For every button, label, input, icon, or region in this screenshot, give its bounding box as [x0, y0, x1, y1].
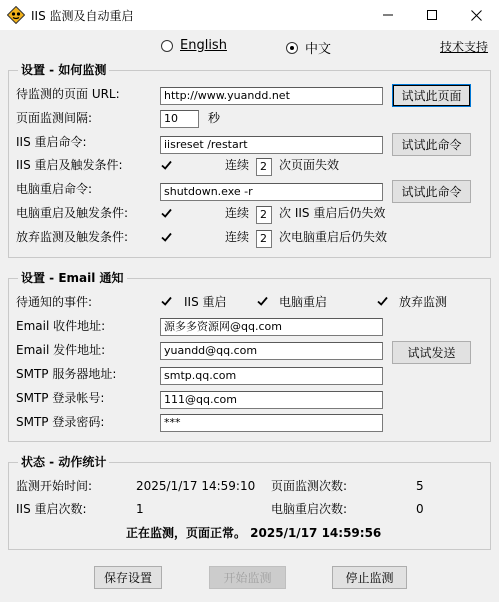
sender-input[interactable]: yuandd@qq.com: [160, 342, 383, 360]
sender-label: Email 发件地址:: [16, 343, 106, 357]
quit-cond-suffix: 次电脑重启后仍失效: [279, 230, 388, 244]
event-iis-checkbox[interactable]: [160, 295, 173, 308]
iis-cond-checkbox[interactable]: [160, 159, 173, 172]
checkmark-icon: [257, 296, 268, 307]
event-iis-label: IIS 重启: [184, 295, 227, 309]
checkmark-icon: [161, 160, 172, 171]
stop-monitoring-button[interactable]: 停止监测: [332, 566, 407, 589]
iis-cond-label: IIS 重启及触发条件:: [16, 158, 123, 172]
smtp-pass-label: SMTP 登录密码:: [16, 415, 105, 429]
close-button[interactable]: [454, 0, 498, 30]
quit-cond-label: 放弃监测及触发条件:: [16, 230, 129, 244]
iis-cmd-input[interactable]: iisreset /restart: [160, 136, 383, 154]
start-monitoring-button[interactable]: 开始监测: [209, 566, 286, 589]
smtp-server-label: SMTP 服务器地址:: [16, 367, 117, 381]
app-icon: [7, 6, 25, 24]
maximize-button[interactable]: [410, 0, 454, 30]
iis-cond-prefix: 连续: [225, 158, 250, 172]
minimize-icon: [383, 10, 393, 20]
smtp-server-input[interactable]: smtp.qq.com: [160, 367, 383, 385]
save-settings-button[interactable]: 保存设置: [94, 566, 162, 589]
iis-cond-count-input[interactable]: 2: [256, 158, 272, 176]
minimize-button[interactable]: [366, 0, 410, 30]
pc-cond-suffix: 次 IIS 重启后仍失效: [279, 206, 386, 220]
event-pc-checkbox[interactable]: [256, 295, 269, 308]
checkmark-icon: [161, 232, 172, 243]
checkmark-icon: [377, 296, 388, 307]
status-group-title: 状态 - 动作统计: [18, 454, 109, 470]
maximize-icon: [427, 10, 437, 20]
event-quit-label: 放弃监测: [399, 295, 448, 309]
pc-restarts-value: 0: [416, 502, 424, 516]
url-label: 待监测的页面 URL:: [16, 87, 120, 101]
iis-cond-suffix: 次页面失效: [279, 158, 340, 172]
event-pc-label: 电脑重启: [279, 295, 328, 309]
language-english-radio[interactable]: [161, 38, 227, 53]
iis-cmd-label: IIS 重启命令:: [16, 135, 87, 149]
quit-cond-prefix: 连续: [225, 230, 250, 244]
quit-cond-count-input[interactable]: 2: [256, 230, 272, 248]
start-time-label: 监测开始时间:: [16, 479, 93, 493]
test-iis-cmd-button[interactable]: 试试此命令: [392, 133, 471, 156]
start-time-value: 2025/1/17 14:59:10: [136, 479, 256, 493]
checkmark-icon: [161, 296, 172, 307]
recipient-input[interactable]: 源多多资源网@qq.com: [160, 318, 383, 336]
page-checks-value: 5: [416, 479, 424, 493]
language-chinese-radio[interactable]: [286, 38, 331, 57]
test-page-button[interactable]: 试试此页面: [392, 84, 471, 107]
pc-cond-prefix: 连续: [225, 206, 250, 220]
quit-cond-checkbox[interactable]: [160, 231, 173, 244]
page-checks-label: 页面监测次数:: [271, 479, 348, 493]
pc-cond-label: 电脑重启及触发条件:: [16, 206, 129, 220]
events-label: 待通知的事件:: [16, 295, 93, 309]
pc-restarts-label: 电脑重启次数:: [271, 502, 348, 516]
pc-cmd-input[interactable]: shutdown.exe -r: [160, 183, 383, 201]
url-input[interactable]: http://www.yuandd.net: [160, 87, 383, 105]
title-bar[interactable]: [0, 0, 499, 30]
close-icon: [471, 10, 482, 21]
interval-label: 页面监测间隔:: [16, 111, 93, 125]
iis-restarts-value: 1: [136, 502, 144, 516]
smtp-user-label: SMTP 登录帐号:: [16, 391, 105, 405]
checkmark-icon: [161, 208, 172, 219]
email-group-title: 设置 - Email 通知: [18, 270, 127, 286]
window-title: IIS 监测及自动重启: [31, 9, 134, 23]
radio-unselected-icon: [161, 40, 173, 52]
smtp-pass-input[interactable]: ***: [160, 414, 383, 432]
iis-restarts-label: IIS 重启次数:: [16, 502, 87, 516]
test-send-button[interactable]: 试试发送: [392, 341, 471, 364]
event-quit-checkbox[interactable]: [376, 295, 389, 308]
support-link[interactable]: 技术支持: [440, 40, 489, 54]
radio-selected-icon: [286, 42, 298, 54]
interval-input[interactable]: 10: [160, 110, 199, 128]
interval-unit: 秒: [208, 111, 221, 125]
recipient-label: Email 收件地址:: [16, 319, 106, 333]
status-message: 正在监测，页面正常。 2025/1/17 14:59:56: [126, 526, 382, 540]
pc-cond-count-input[interactable]: 2: [256, 206, 272, 224]
test-pc-cmd-button[interactable]: 试试此命令: [392, 180, 471, 203]
monitor-group-title: 设置 - 如何监测: [18, 62, 109, 78]
pc-cmd-label: 电脑重启命令:: [16, 182, 93, 196]
chinese-label: 中文: [305, 42, 332, 57]
smtp-user-input[interactable]: 111@qq.com: [160, 391, 383, 409]
english-label: English: [180, 38, 227, 53]
pc-cond-checkbox[interactable]: [160, 207, 173, 220]
